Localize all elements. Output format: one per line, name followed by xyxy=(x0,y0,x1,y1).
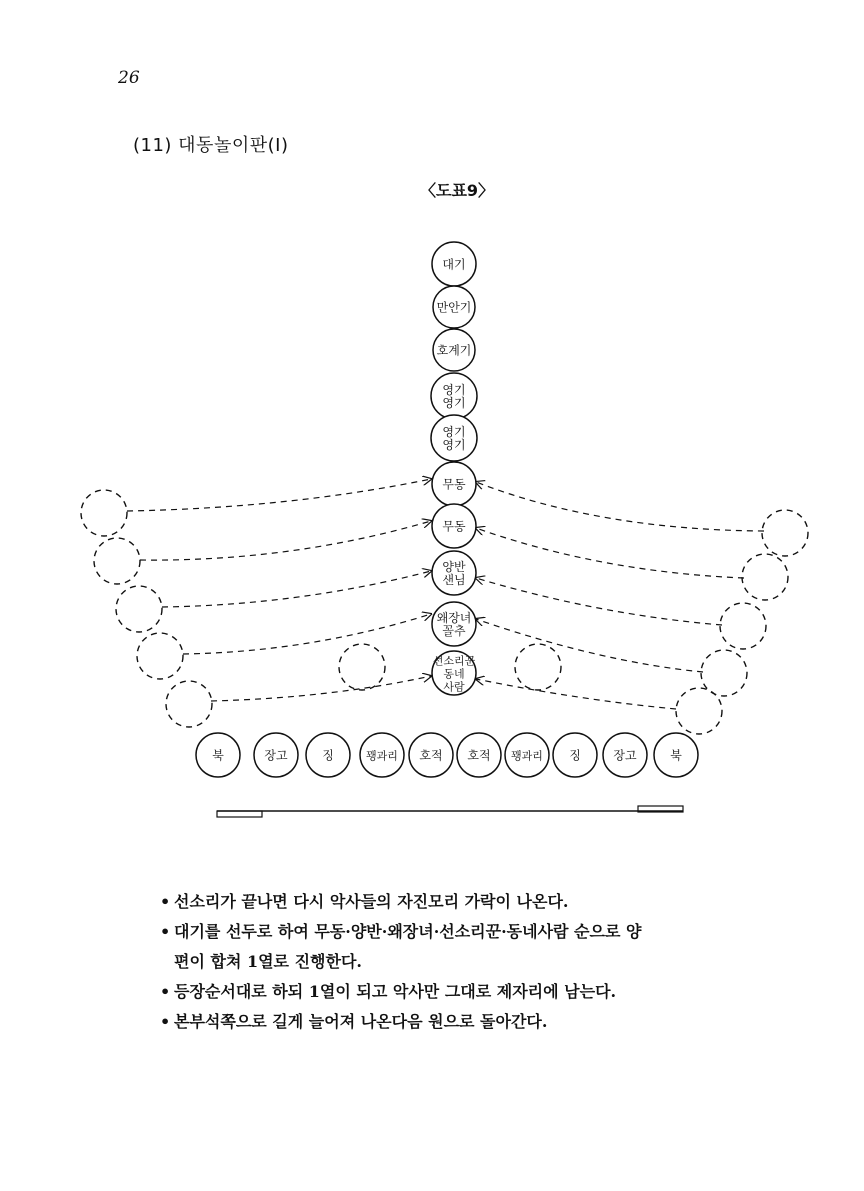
musician-node xyxy=(306,733,350,777)
musician-node xyxy=(457,733,501,777)
note-item: • 선소리가 끝나면 다시 악사들의 자진모리 가락이 나온다. xyxy=(160,887,800,917)
column-node xyxy=(432,551,476,595)
musician-node xyxy=(196,733,240,777)
musician-node xyxy=(654,733,698,777)
movement-arrow xyxy=(162,571,431,607)
musician-label: 북 xyxy=(212,748,224,763)
column-node-label: 무동 xyxy=(442,477,466,492)
musician-node xyxy=(360,733,404,777)
musician-node xyxy=(553,733,597,777)
musician-node xyxy=(409,733,453,777)
column-node xyxy=(432,651,476,695)
section-title: (11) 대동놀이판(I) xyxy=(133,135,289,156)
movement-arrow xyxy=(476,482,764,531)
notes-list xyxy=(160,887,800,1037)
column-node-label: 영기 xyxy=(442,396,466,410)
dashed-position-circle xyxy=(94,538,140,584)
stage-platform xyxy=(217,806,683,817)
dashed-position-circle xyxy=(116,586,162,632)
column-node xyxy=(432,504,476,548)
note-item: • 등장순서대로 하되 1열이 되고 악사만 그대로 제자리에 남는다. xyxy=(160,977,800,1007)
musician-label: 꽹과리 xyxy=(366,749,398,763)
dashed-position-circle xyxy=(515,644,561,690)
column-node xyxy=(431,415,477,461)
note-item: • 대기를 선두로 하여 무동·양반·왜장녀·선소리꾼·동네사람 순으로 양 편이 합쳐 1열로 진행한다. xyxy=(160,917,800,977)
column-node-label: 샌님 xyxy=(442,573,466,587)
column-node-label: 동네 xyxy=(443,667,465,681)
dashed-position-circle xyxy=(339,644,385,690)
dashed-position-circle xyxy=(742,554,788,600)
column-node xyxy=(432,462,476,506)
musician-label: 장고 xyxy=(613,748,637,763)
column-node xyxy=(432,602,476,646)
column-node-label: 만안기 xyxy=(436,300,472,315)
column-node-label: 영기 xyxy=(442,438,466,452)
musician-label: 장고 xyxy=(264,748,288,763)
column-node-label: 영기 xyxy=(442,383,466,397)
movement-arrow xyxy=(476,578,722,625)
dashed-position-circle xyxy=(701,650,747,696)
dashed-position-circle xyxy=(762,510,808,556)
column-node xyxy=(431,373,477,419)
movement-arrow xyxy=(476,619,703,672)
dashed-position-circle xyxy=(676,688,722,734)
column-node-label: 호계기 xyxy=(436,343,472,358)
center-column xyxy=(431,242,477,695)
musician-node xyxy=(505,733,549,777)
column-node-label: 사람 xyxy=(443,680,465,694)
musician-label: 호적 xyxy=(419,748,443,763)
movement-arrow xyxy=(476,528,744,578)
column-node-label: 무동 xyxy=(442,519,466,534)
column-node-label: 양반 xyxy=(442,560,466,574)
dashed-position-circle xyxy=(166,681,212,727)
dashed-position-circle xyxy=(137,633,183,679)
column-node xyxy=(433,329,475,371)
note-item: • 본부석쪽으로 길게 늘어져 나온다음 원으로 돌아간다. xyxy=(160,1007,800,1037)
movement-arrow xyxy=(183,614,431,654)
dashed-position-circle xyxy=(81,490,127,536)
movement-arrow xyxy=(140,521,431,560)
column-node-label: 꼴추 xyxy=(442,624,466,638)
musician-node xyxy=(603,733,647,777)
musician-label: 징 xyxy=(569,748,581,763)
page-number: 26 xyxy=(118,68,140,88)
figure-caption: 〈도표9〉 xyxy=(420,181,495,200)
dashed-position-circle xyxy=(720,603,766,649)
movement-arrow xyxy=(211,676,431,701)
musician-label: 징 xyxy=(322,748,334,763)
musician-label: 북 xyxy=(670,748,682,763)
musicians-row xyxy=(196,733,698,777)
musician-node xyxy=(254,733,298,777)
column-node xyxy=(432,242,476,286)
column-node-label: 대기 xyxy=(442,257,466,272)
column-node-label: 선소리꾼 xyxy=(432,654,476,668)
column-node-label: 왜장녀 xyxy=(436,611,472,625)
movement-arrow xyxy=(476,679,676,709)
musician-label: 꽹과리 xyxy=(511,749,543,763)
movement-arrow xyxy=(127,479,431,511)
musician-label: 호적 xyxy=(467,748,491,763)
column-node xyxy=(433,286,475,328)
column-node-label: 영기 xyxy=(442,425,466,439)
